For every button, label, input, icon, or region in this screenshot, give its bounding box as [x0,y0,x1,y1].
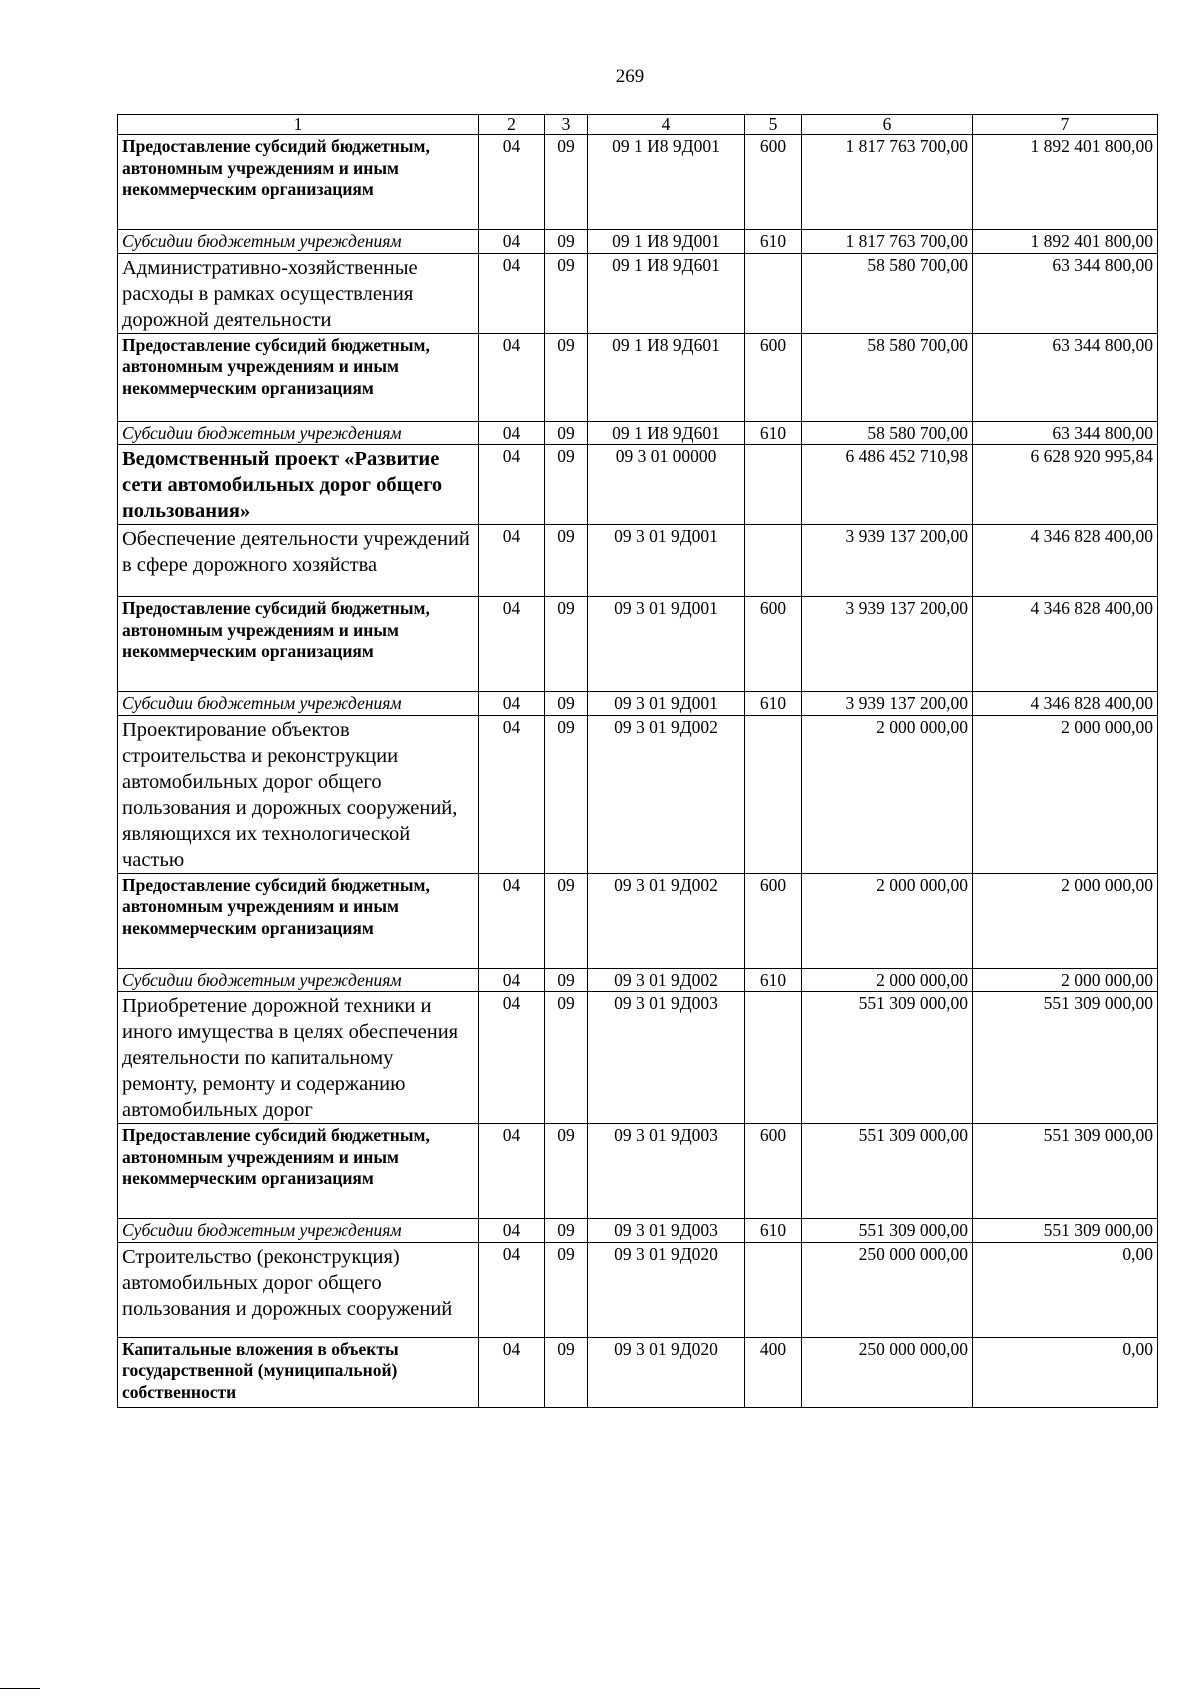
row-sum-2-cell: 551 309 000,00 [973,992,1158,1124]
row-sum-1-cell: 58 580 700,00 [802,333,973,421]
row-sum-1-cell: 551 309 000,00 [802,1219,973,1243]
row-code-cell: 09 3 01 9Д003 [588,1219,745,1243]
row-subsection-cell: 09 [545,445,588,525]
row-sum-2-cell: 63 344 800,00 [973,421,1158,445]
row-section-cell: 04 [479,253,545,333]
row-expense-type-cell [745,445,802,525]
header-cell-1: 1 [118,115,479,135]
table-row [118,1337,1158,1407]
table-header-row [118,115,1158,135]
table-body [118,115,1158,1408]
row-sum-1-cell: 2 000 000,00 [802,715,973,873]
row-subsection-cell: 09 [545,692,588,716]
table-row [118,597,1158,692]
row-expense-type-cell: 600 [745,135,802,230]
row-subsection-cell: 09 [545,715,588,873]
row-name-cell: Предоставление субсидий бюджетным, автономным учреждениям и иным некоммерческим организациям [118,873,479,968]
row-section-cell: 04 [479,597,545,692]
row-section-cell: 04 [479,135,545,230]
row-sum-1-cell: 250 000 000,00 [802,1337,973,1407]
row-subsection-cell: 09 [545,992,588,1124]
row-name-cell: Обеспечение деятельности учреждений в сфере дорожного хозяйства [118,525,479,597]
row-expense-type-cell [745,525,802,597]
row-subsection-cell: 09 [545,253,588,333]
row-section-cell: 04 [479,1242,545,1337]
row-name-cell: Субсидии бюджетным учреждениям [118,968,479,992]
table-row [118,873,1158,968]
row-code-cell: 09 1 И8 9Д601 [588,333,745,421]
row-sum-1-cell: 3 939 137 200,00 [802,597,973,692]
row-sum-1-cell: 58 580 700,00 [802,421,973,445]
row-sum-1-cell: 3 939 137 200,00 [802,692,973,716]
row-section-cell: 04 [479,715,545,873]
row-section-cell: 04 [479,873,545,968]
row-subsection-cell: 09 [545,1337,588,1407]
row-section-cell: 04 [479,445,545,525]
row-section-cell: 04 [479,525,545,597]
row-subsection-cell: 09 [545,968,588,992]
row-sum-2-cell: 551 309 000,00 [973,1124,1158,1219]
row-sum-2-cell: 0,00 [973,1242,1158,1337]
page-number: 269 [615,66,645,87]
row-subsection-cell: 09 [545,525,588,597]
row-name-cell: Субсидии бюджетным учреждениям [118,230,479,254]
row-sum-2-cell: 1 892 401 800,00 [973,230,1158,254]
row-name-cell: Ведомственный проект «Развитие сети автомобильных дорог общего пользования» [118,445,479,525]
header-cell-7: 7 [973,115,1158,135]
row-code-cell: 09 3 01 9Д002 [588,715,745,873]
row-name-cell: Проектирование объектов строительства и реконструкции автомобильных дорог общего пользования и дорожных сооружений, являющихся их технологической частью [118,715,479,873]
row-code-cell: 09 1 И8 9Д601 [588,421,745,445]
header-cell-5: 5 [745,115,802,135]
row-sum-1-cell: 58 580 700,00 [802,253,973,333]
row-expense-type-cell: 600 [745,333,802,421]
table-row [118,333,1158,421]
row-section-cell: 04 [479,1124,545,1219]
row-name-cell: Предоставление субсидий бюджетным, автономным учреждениям и иным некоммерческим организациям [118,597,479,692]
row-subsection-cell: 09 [545,333,588,421]
row-sum-2-cell: 2 000 000,00 [973,873,1158,968]
table-row [118,715,1158,873]
row-code-cell: 09 3 01 9Д001 [588,597,745,692]
row-section-cell: 04 [479,333,545,421]
row-expense-type-cell: 600 [745,873,802,968]
row-expense-type-cell [745,715,802,873]
table-row [118,525,1158,597]
header-cell-2: 2 [479,115,545,135]
row-code-cell: 09 1 И8 9Д001 [588,135,745,230]
row-expense-type-cell: 400 [745,1337,802,1407]
row-subsection-cell: 09 [545,1219,588,1243]
row-section-cell: 04 [479,230,545,254]
row-sum-1-cell: 2 000 000,00 [802,968,973,992]
row-expense-type-cell: 610 [745,692,802,716]
row-name-cell: Предоставление субсидий бюджетным, автономным учреждениям и иным некоммерческим организациям [118,1124,479,1219]
table-row [118,135,1158,230]
table-row [118,1242,1158,1337]
row-sum-1-cell: 2 000 000,00 [802,873,973,968]
row-sum-1-cell: 3 939 137 200,00 [802,525,973,597]
header-cell-3: 3 [545,115,588,135]
row-sum-2-cell: 63 344 800,00 [973,333,1158,421]
table-row [118,692,1158,716]
row-sum-2-cell: 2 000 000,00 [973,968,1158,992]
row-section-cell: 04 [479,968,545,992]
row-section-cell: 04 [479,1219,545,1243]
table-row [118,230,1158,254]
row-subsection-cell: 09 [545,421,588,445]
row-sum-2-cell: 4 346 828 400,00 [973,525,1158,597]
row-code-cell: 09 3 01 9Д001 [588,692,745,716]
budget-table [117,114,1158,1408]
scan-edge-line [0,1688,40,1689]
row-expense-type-cell: 610 [745,230,802,254]
row-section-cell: 04 [479,421,545,445]
row-expense-type-cell: 610 [745,1219,802,1243]
row-section-cell: 04 [479,992,545,1124]
table-row [118,968,1158,992]
row-sum-2-cell: 551 309 000,00 [973,1219,1158,1243]
row-sum-1-cell: 551 309 000,00 [802,1124,973,1219]
row-expense-type-cell [745,992,802,1124]
table-row [118,445,1158,525]
row-name-cell: Административно-хозяйственные расходы в рамках осуществления дорожной деятельности [118,253,479,333]
table-row [118,1124,1158,1219]
row-sum-1-cell: 1 817 763 700,00 [802,135,973,230]
row-name-cell: Субсидии бюджетным учреждениям [118,692,479,716]
row-subsection-cell: 09 [545,135,588,230]
row-code-cell: 09 1 И8 9Д601 [588,253,745,333]
row-sum-1-cell: 250 000 000,00 [802,1242,973,1337]
row-name-cell: Капитальные вложения в объекты государственной (муниципальной) собственности [118,1337,479,1407]
row-sum-2-cell: 1 892 401 800,00 [973,135,1158,230]
row-expense-type-cell: 600 [745,597,802,692]
row-sum-1-cell: 1 817 763 700,00 [802,230,973,254]
row-sum-1-cell: 6 486 452 710,98 [802,445,973,525]
table-row [118,421,1158,445]
row-sum-2-cell: 63 344 800,00 [973,253,1158,333]
row-expense-type-cell: 610 [745,421,802,445]
row-code-cell: 09 3 01 9Д003 [588,992,745,1124]
row-name-cell: Предоставление субсидий бюджетным, автономным учреждениям и иным некоммерческим организациям [118,333,479,421]
row-sum-2-cell: 6 628 920 995,84 [973,445,1158,525]
row-name-cell: Субсидии бюджетным учреждениям [118,421,479,445]
row-expense-type-cell [745,1242,802,1337]
row-subsection-cell: 09 [545,1242,588,1337]
row-code-cell: 09 3 01 9Д002 [588,968,745,992]
row-sum-2-cell: 0,00 [973,1337,1158,1407]
row-expense-type-cell [745,253,802,333]
row-name-cell: Предоставление субсидий бюджетным, автономным учреждениям и иным некоммерческим организациям [118,135,479,230]
row-subsection-cell: 09 [545,1124,588,1219]
table-row [118,992,1158,1124]
row-code-cell: 09 1 И8 9Д001 [588,230,745,254]
row-sum-2-cell: 4 346 828 400,00 [973,692,1158,716]
row-name-cell: Строительство (реконструкция) автомобильных дорог общего пользования и дорожных сооружений [118,1242,479,1337]
row-code-cell: 09 3 01 9Д001 [588,525,745,597]
row-expense-type-cell: 610 [745,968,802,992]
row-code-cell: 09 3 01 9Д003 [588,1124,745,1219]
row-name-cell: Субсидии бюджетным учреждениям [118,1219,479,1243]
row-section-cell: 04 [479,1337,545,1407]
table-row [118,253,1158,333]
header-cell-6: 6 [802,115,973,135]
row-name-cell: Приобретение дорожной техники и иного имущества в целях обеспечения деятельности по капитальному ремонту, ремонту и содержанию автомобильных дорог [118,992,479,1124]
table-row [118,1219,1158,1243]
row-section-cell: 04 [479,692,545,716]
row-sum-1-cell: 551 309 000,00 [802,992,973,1124]
row-code-cell: 09 3 01 9Д020 [588,1242,745,1337]
header-cell-4: 4 [588,115,745,135]
row-sum-2-cell: 2 000 000,00 [973,715,1158,873]
row-code-cell: 09 3 01 9Д020 [588,1337,745,1407]
row-code-cell: 09 3 01 9Д002 [588,873,745,968]
row-code-cell: 09 3 01 00000 [588,445,745,525]
row-subsection-cell: 09 [545,873,588,968]
row-subsection-cell: 09 [545,597,588,692]
row-expense-type-cell: 600 [745,1124,802,1219]
row-sum-2-cell: 4 346 828 400,00 [973,597,1158,692]
row-subsection-cell: 09 [545,230,588,254]
